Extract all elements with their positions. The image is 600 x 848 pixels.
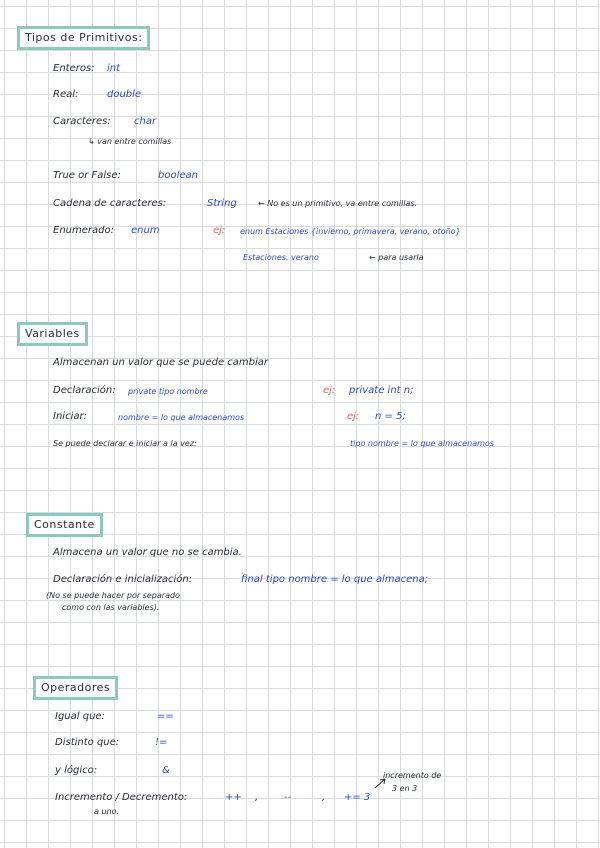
section-title-operadores: Operadores	[33, 676, 118, 700]
constante-note-2: como con las variables).	[62, 603, 160, 612]
enum-use: Estaciones. verano	[243, 253, 319, 262]
variables-decl-label: Declaración:	[53, 385, 116, 396]
real-label: Real:	[53, 89, 79, 100]
string-value: String	[207, 198, 237, 209]
constante-decl-label: Declaración e inicialización:	[53, 574, 193, 585]
enteros-label: Enteros:	[53, 63, 95, 74]
igual-label: Igual que:	[55, 711, 105, 722]
incremento-3-value: += 3	[344, 792, 371, 803]
incremento-3-note-1: incremento de	[383, 771, 442, 780]
distinto-value: !=	[155, 737, 168, 748]
distinto-label: Distinto que:	[55, 737, 120, 748]
igual-value: ==	[157, 711, 174, 722]
string-note: ← No es un primitivo, va entre comillas.	[258, 199, 418, 208]
variables-both-label: Se puede declarar e iniciar a la vez:	[53, 439, 197, 448]
incremento-label: Incremento / Decremento:	[55, 792, 188, 803]
incremento-a-uno: a uno.	[94, 807, 120, 816]
incremento-value: ++	[225, 792, 242, 803]
constante-desc: Almacena un valor que no se cambia.	[53, 547, 242, 558]
variables-decl-ej: ej:	[323, 385, 336, 396]
variables-init-label: Iniciar:	[53, 411, 87, 422]
enum-ej-label: ej:	[213, 225, 226, 236]
variables-decl-example: private int n;	[349, 385, 414, 396]
variables-desc: Almacenan un valor que se puede cambiar	[53, 357, 269, 368]
constante-decl-value: final tipo nombre = lo que almacena;	[241, 574, 429, 585]
enum-use-note: ← para usarla	[369, 253, 424, 262]
comma-separator: ,	[255, 792, 259, 803]
incremento-3-note-2: 3 en 3	[392, 784, 418, 793]
variables-init-example: n = 5;	[375, 411, 406, 422]
bool-label: True or False:	[53, 170, 121, 181]
section-title-tipos: Tipos de Primitivos:	[17, 26, 150, 50]
variables-init-value: nombre = lo que almacenamos	[118, 413, 245, 422]
bool-value: boolean	[158, 170, 198, 181]
section-title-constante: Constante	[26, 513, 103, 537]
constante-note-1: (No se puede hacer por separado	[46, 591, 180, 600]
section-title-variables: Variables	[17, 322, 88, 346]
y-logico-value: &	[162, 765, 170, 776]
enteros-value: int	[107, 63, 121, 74]
char-value: char	[134, 116, 157, 127]
char-label: Caracteres:	[53, 116, 111, 127]
real-value: double	[107, 89, 142, 100]
string-label: Cadena de caracteres:	[53, 198, 167, 209]
enum-value: enum	[131, 225, 160, 236]
decremento-value: --	[284, 792, 292, 803]
y-logico-label: y lógico:	[55, 765, 98, 776]
variables-decl-value: private tipo nombre	[128, 387, 208, 396]
char-note: ↳ van entre comillas	[88, 137, 172, 146]
enum-label: Enumerado:	[53, 225, 114, 236]
variables-both-value: tipo nombre = lo que almacenamos	[350, 439, 494, 448]
enum-example: enum Estaciones {invierno, primavera, verano, otoño}	[240, 227, 461, 236]
comma-separator: ,	[322, 792, 326, 803]
variables-init-ej: ej:	[347, 411, 360, 422]
